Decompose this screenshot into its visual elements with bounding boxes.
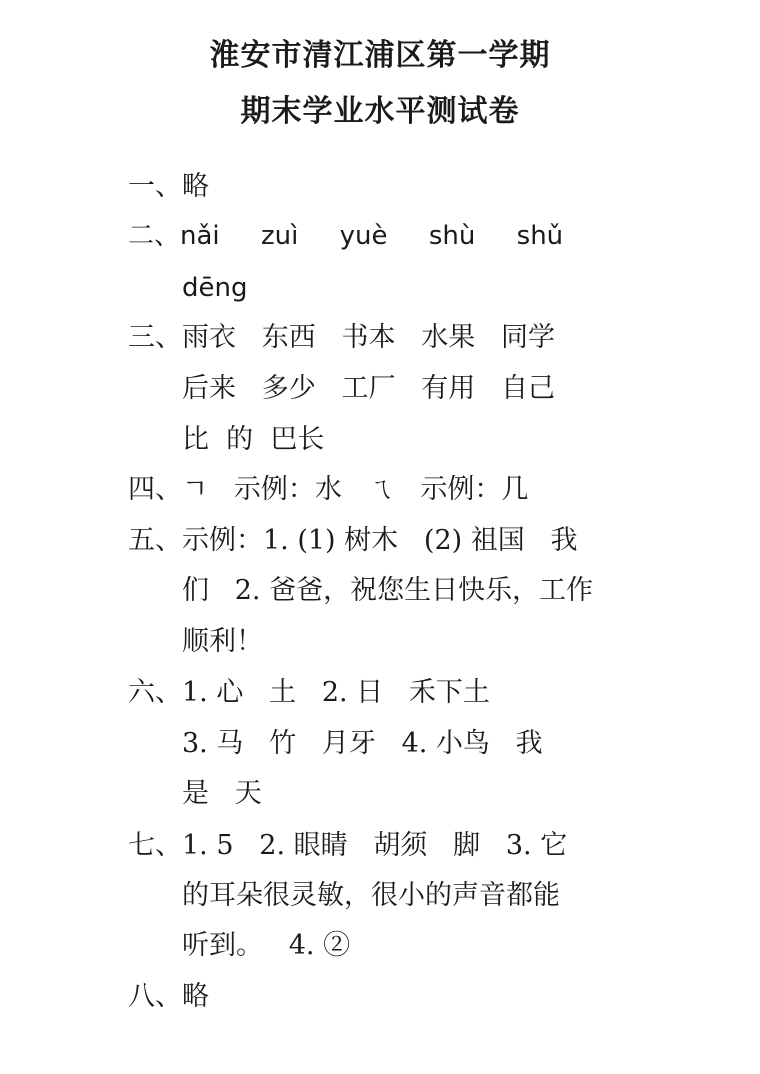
answer-line-3: dēng [182,273,248,303]
answer-line-4: 三、雨衣 东西 书本 水果 同学 [128,322,555,353]
answer-line-5: 后来 多少 工厂 有用 自己 [182,373,555,404]
answer-line-11: 六、1. 心 土 2. 日 禾下土 [128,677,490,708]
answer-line-6: 比 的 巴长 [182,424,325,455]
answer-line-17: 八、略 [128,981,209,1012]
answer-line-16: 听到。 4. ② [182,930,351,961]
answer-line-13: 是 天 [182,778,262,809]
page-title-line-1: 淮安市清江浦区第一学期 [209,38,551,73]
answer-line-12: 3. 马 竹 月牙 4. 小鸟 我 [182,728,543,759]
answer-line-2: 二、nǎi zuì yuè shù shǔ [128,221,564,251]
answer-line-1: 一、略 [128,171,209,202]
answer-line-14: 七、1. 5 2. 眼睛 胡须 脚 3. 它 [128,830,568,861]
page-title-line-2: 期末学业水平测试卷 [240,94,520,129]
answer-line-10: 顺利！ [182,626,263,657]
answer-line-9: 们 2. 爸爸，祝您生日快乐，工作 [182,575,594,606]
answer-line-8: 五、示例：1. (1) 树木 (2) 祖国 我 [128,525,578,556]
answer-line-15: 的耳朵很灵敏，很小的声音都能 [182,880,560,911]
answer-line-7: 四、ㄱ 示例：水 ㄟ 示例：几 [128,474,529,505]
